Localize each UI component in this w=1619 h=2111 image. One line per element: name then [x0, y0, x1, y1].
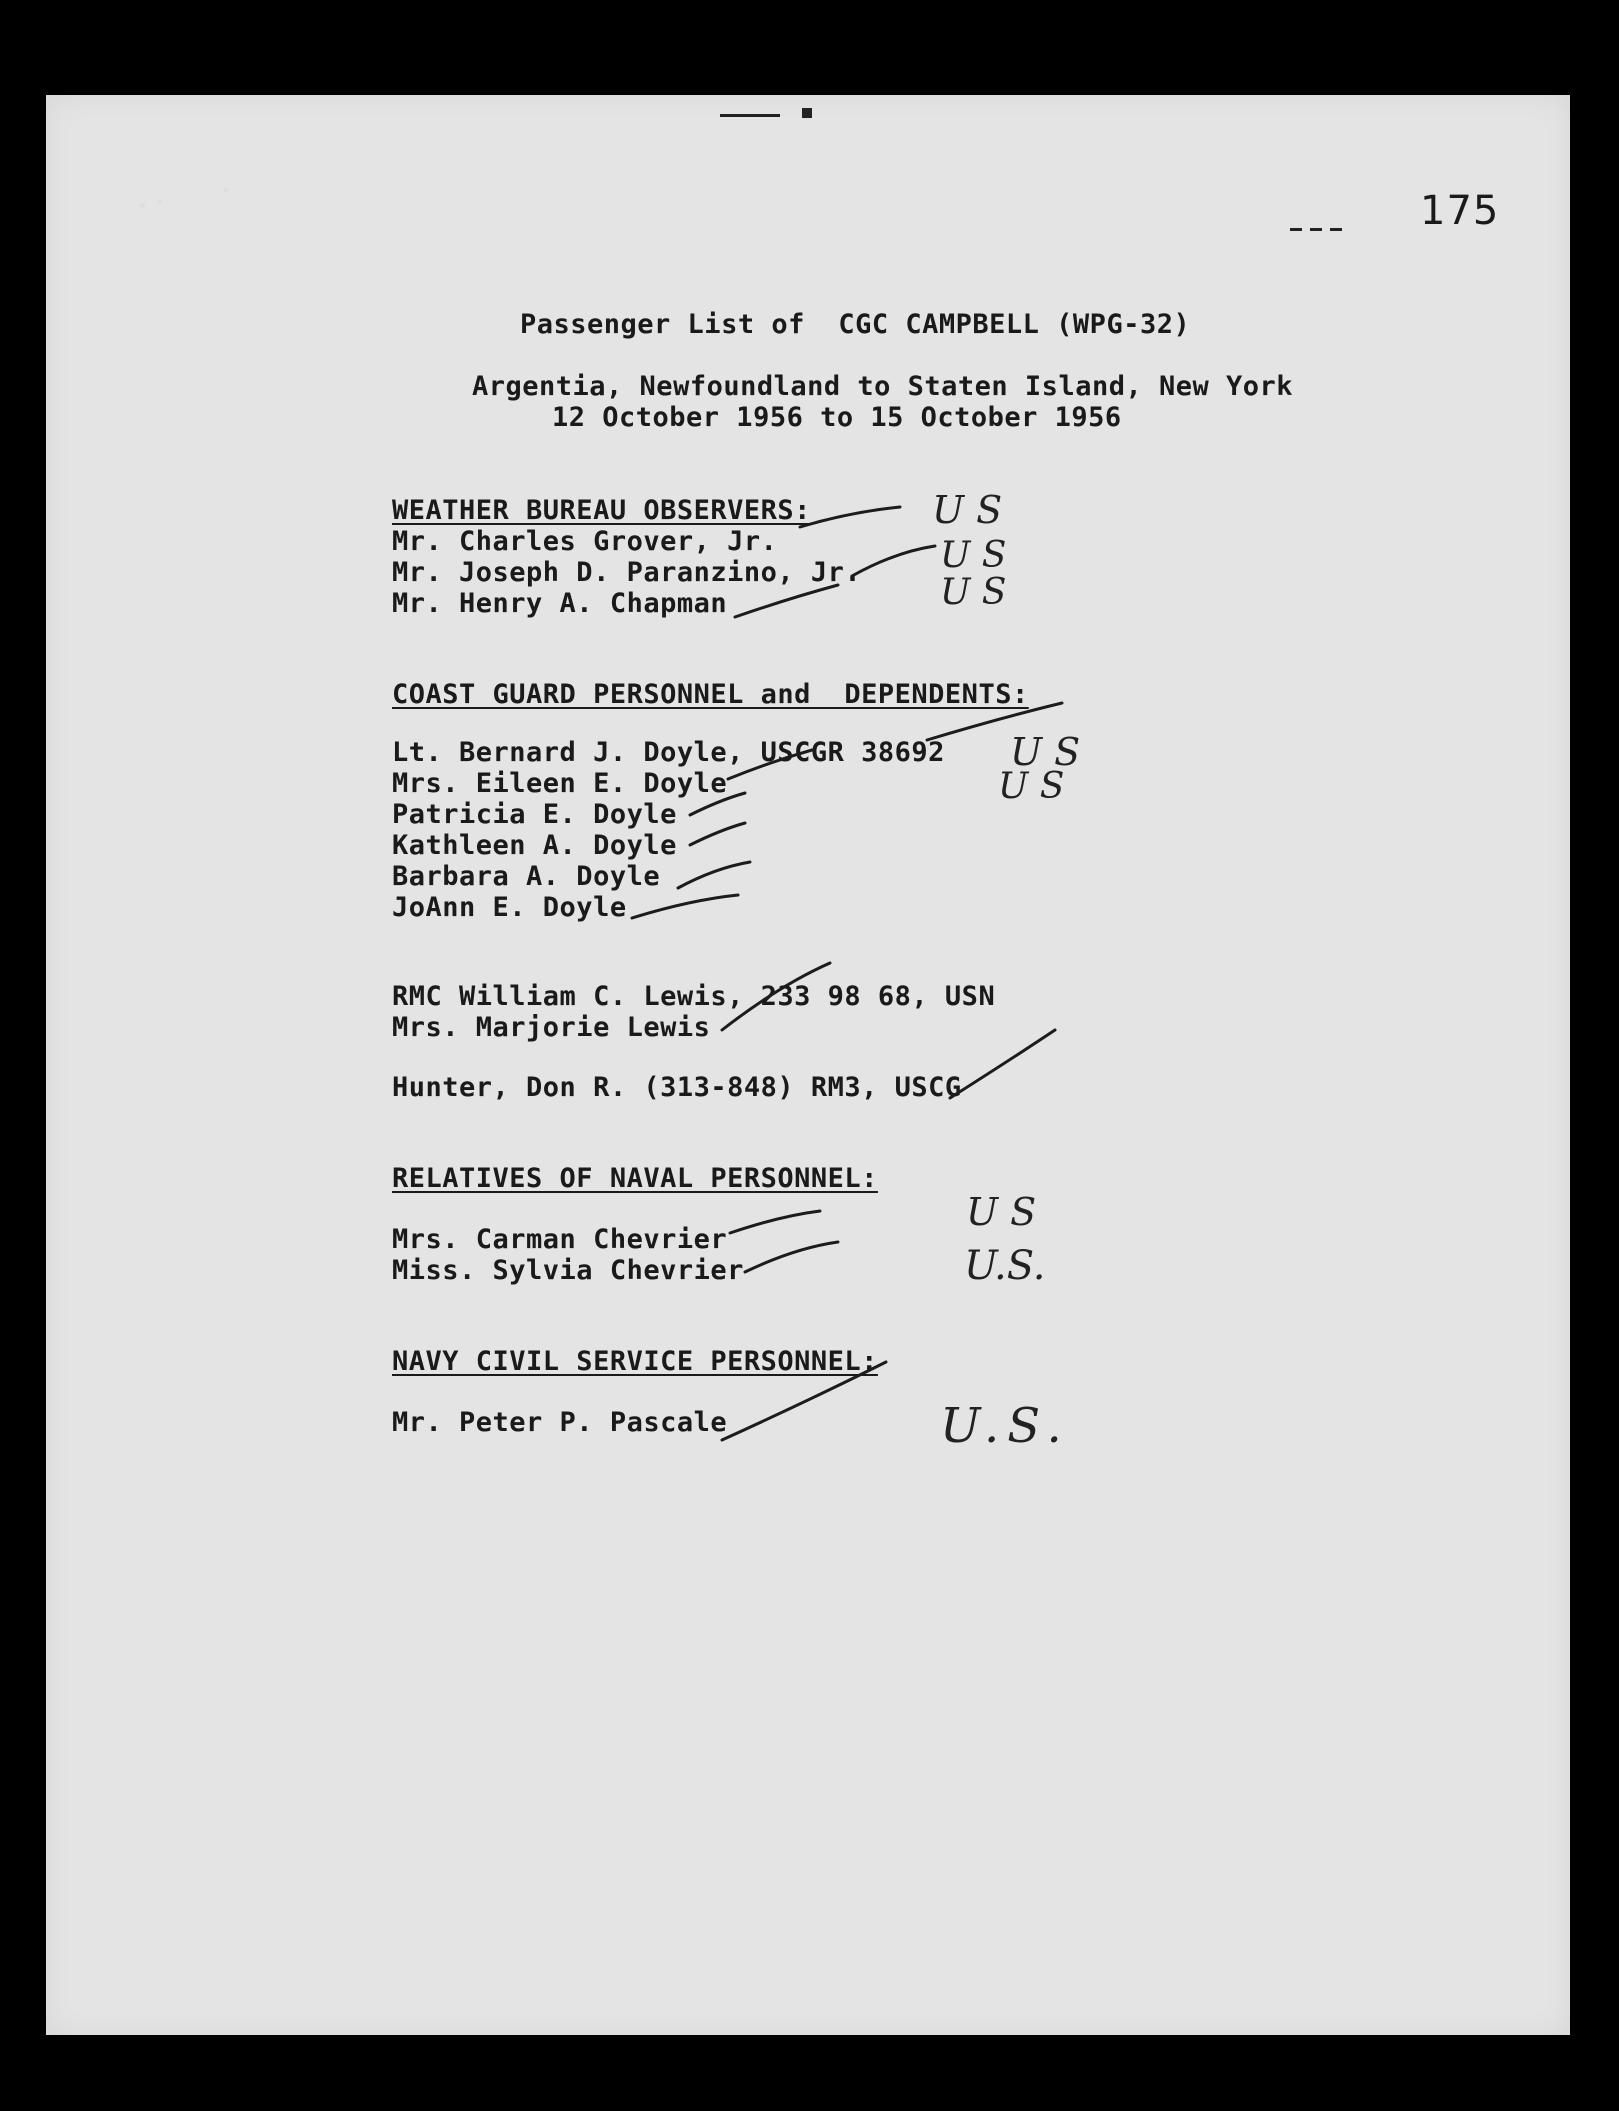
check-stroke [950, 1030, 1055, 1098]
weather-heading: WEATHER BUREAU OBSERVERS: [392, 495, 811, 526]
check-stroke [735, 585, 838, 617]
passenger-name: Miss. Sylvia Chevrier [392, 1255, 744, 1286]
check-stroke [927, 703, 1062, 740]
corner-dash [1310, 228, 1322, 231]
check-stroke [678, 862, 750, 888]
passenger-name: JoAnn E. Doyle [392, 892, 627, 923]
passenger-name: Mr. Henry A. Chapman [392, 588, 728, 619]
check-stroke [690, 793, 745, 815]
route-line: Argentia, Newfoundland to Staten Island, New York [472, 371, 1294, 402]
corner-dash [1290, 228, 1302, 231]
handwritten-us-mark: U.S. [964, 1243, 1046, 1289]
passenger-name: Kathleen A. Doyle [392, 830, 677, 861]
passenger-name: Hunter, Don R. (313-848) RM3, USCG [392, 1072, 962, 1103]
check-stroke [728, 750, 812, 779]
check-stroke [800, 507, 900, 527]
naval-relatives-heading: RELATIVES OF NAVAL PERSONNEL: [392, 1163, 878, 1194]
check-stroke [632, 895, 738, 918]
top-clip-mark [802, 108, 812, 118]
dates-line: 12 October 1956 to 15 October 1956 [552, 402, 1122, 433]
passenger-name: Mr. Peter P. Pascale [392, 1407, 728, 1438]
passenger-name: Barbara A. Doyle [392, 861, 661, 892]
check-stroke [690, 823, 745, 845]
page-number: 175 [1420, 188, 1500, 234]
passenger-name: Patricia E. Doyle [392, 799, 677, 830]
check-stroke [852, 546, 935, 576]
top-clip-mark [720, 114, 780, 117]
check-stroke [745, 1242, 838, 1272]
handwritten-us-mark: U S [932, 488, 1003, 532]
handwritten-us-mark: U S [998, 766, 1065, 807]
passenger-name: Mrs. Carman Chevrier [392, 1224, 728, 1255]
passenger-name: Mr. Charles Grover, Jr. [392, 526, 778, 557]
handwritten-us-mark: U S [966, 1190, 1037, 1234]
passenger-name: Mrs. Marjorie Lewis [392, 1012, 711, 1043]
passenger-name: Mr. Joseph D. Paranzino, Jr. [392, 557, 862, 588]
civil-service-heading: NAVY CIVIL SERVICE PERSONNEL: [392, 1346, 878, 1377]
coast-guard-heading: COAST GUARD PERSONNEL and DEPENDENTS: [392, 679, 1029, 710]
check-stroke [730, 1211, 820, 1233]
check-stroke [722, 1362, 886, 1440]
passenger-name: RMC William C. Lewis, 233 98 68, USN [392, 981, 996, 1012]
passenger-name: Mrs. Eileen E. Doyle [392, 768, 728, 799]
corner-dash [1330, 228, 1342, 231]
handwritten-us-mark: U S [1010, 730, 1081, 774]
handwritten-us-mark: U S [940, 572, 1007, 613]
handwritten-us-mark: U S [940, 535, 1007, 576]
check-stroke [722, 963, 830, 1030]
handwritten-us-mark: U.S. [940, 1398, 1070, 1454]
document-title: Passenger List of CGC CAMPBELL (WPG-32) [520, 309, 1191, 340]
passenger-name: Lt. Bernard J. Doyle, USCGR 38692 [392, 737, 945, 768]
